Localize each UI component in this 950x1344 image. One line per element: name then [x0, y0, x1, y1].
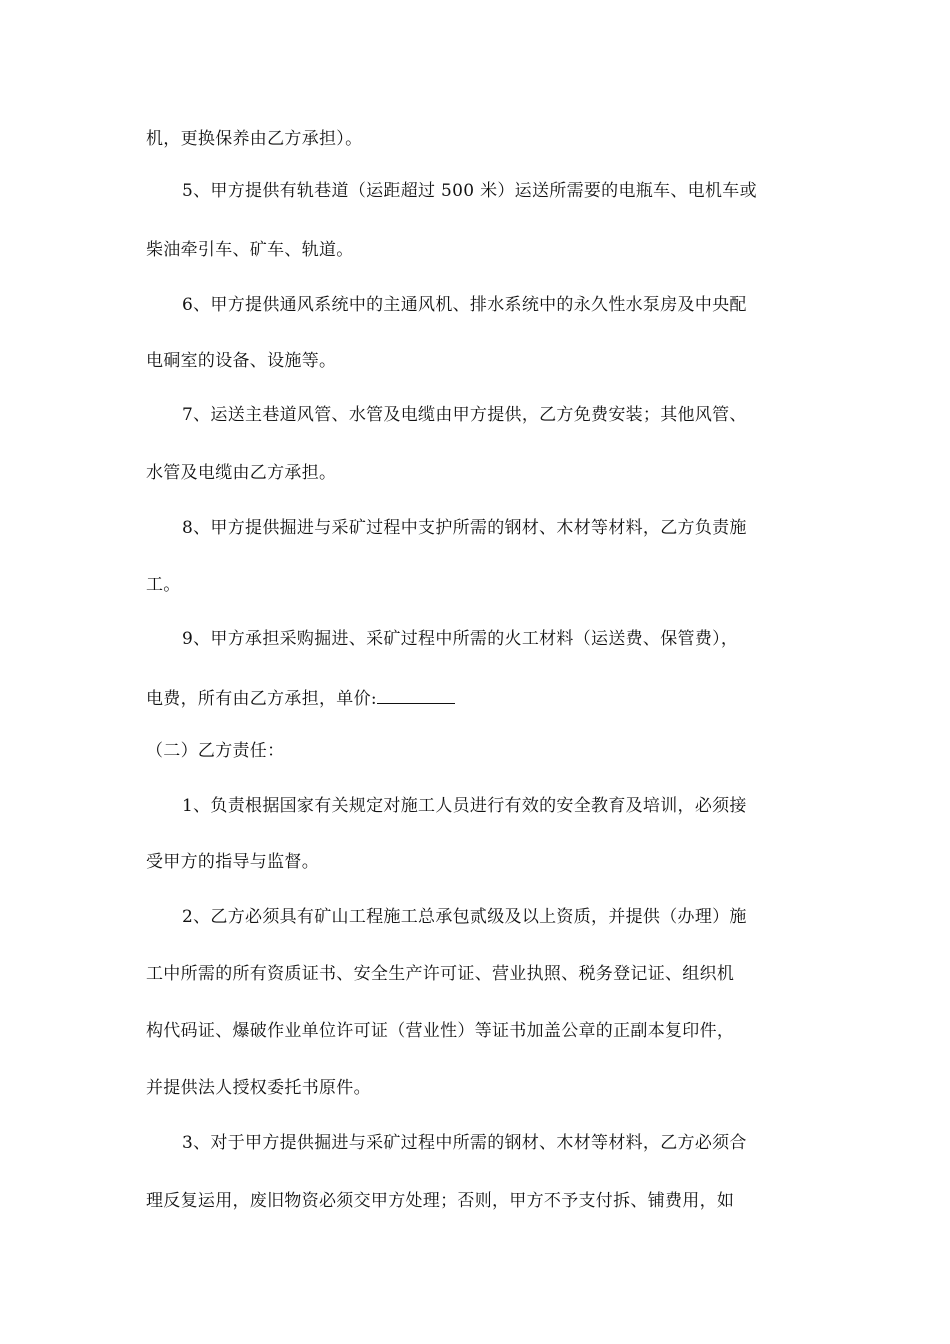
paragraph-line: 5、甲方提供有轨巷道（运距超过 500 米）运送所需要的电瓶车、电机车或	[182, 181, 757, 201]
paragraph-line: 工中所需的所有资质证书、安全生产许可证、营业执照、税务登记证、组织机	[146, 964, 735, 984]
paragraph-line: 2、乙方必须具有矿山工程施工总承包贰级及以上资质，并提供（办理）施	[182, 907, 747, 927]
paragraph-line: 3、对于甲方提供掘进与采矿过程中所需的钢材、木材等材料，乙方必须合	[182, 1133, 747, 1153]
paragraph-line: 6、甲方提供通风系统中的主通风机、排水系统中的永久性水泵房及中央配	[182, 295, 747, 315]
paragraph-line: 并提供法人授权委托书原件。	[146, 1078, 371, 1098]
unit-price-blank	[377, 686, 455, 704]
paragraph-line: 水管及电缆由乙方承担。	[146, 463, 337, 483]
unit-price-label: 电费，所有由乙方承担，单价:	[146, 689, 377, 709]
paragraph-line: 电硐室的设备、设施等。	[146, 351, 337, 371]
paragraph-line: 8、甲方提供掘进与采矿过程中支护所需的钢材、木材等材料，乙方负责施	[182, 518, 747, 538]
paragraph-line: 机，更换保养由乙方承担）。	[146, 129, 363, 149]
paragraph-line: 1、负责根据国家有关规定对施工人员进行有效的安全教育及培训，必须接	[182, 796, 747, 816]
paragraph-line-with-blank	[146, 686, 810, 710]
paragraph-line: 柴油牵引车、矿车、轨道。	[146, 240, 354, 260]
paragraph-line: 7、运送主巷道风管、水管及电缆由甲方提供，乙方免费安装；其他风管、	[182, 405, 747, 425]
paragraph-line: 9、甲方承担采购掘进、采矿过程中所需的火工材料（运送费、保管费），	[182, 629, 739, 649]
paragraph-line: 工。	[146, 575, 181, 595]
paragraph-line: 构代码证、爆破作业单位许可证（营业性）等证书加盖公章的正副本复印件，	[146, 1021, 735, 1041]
paragraph-line: 受甲方的指导与监督。	[146, 852, 319, 872]
paragraph-line: 理反复运用，废旧物资必须交甲方处理；否则，甲方不予支付拆、铺费用，如	[146, 1191, 735, 1211]
section-heading: （二）乙方责任：	[146, 741, 285, 761]
